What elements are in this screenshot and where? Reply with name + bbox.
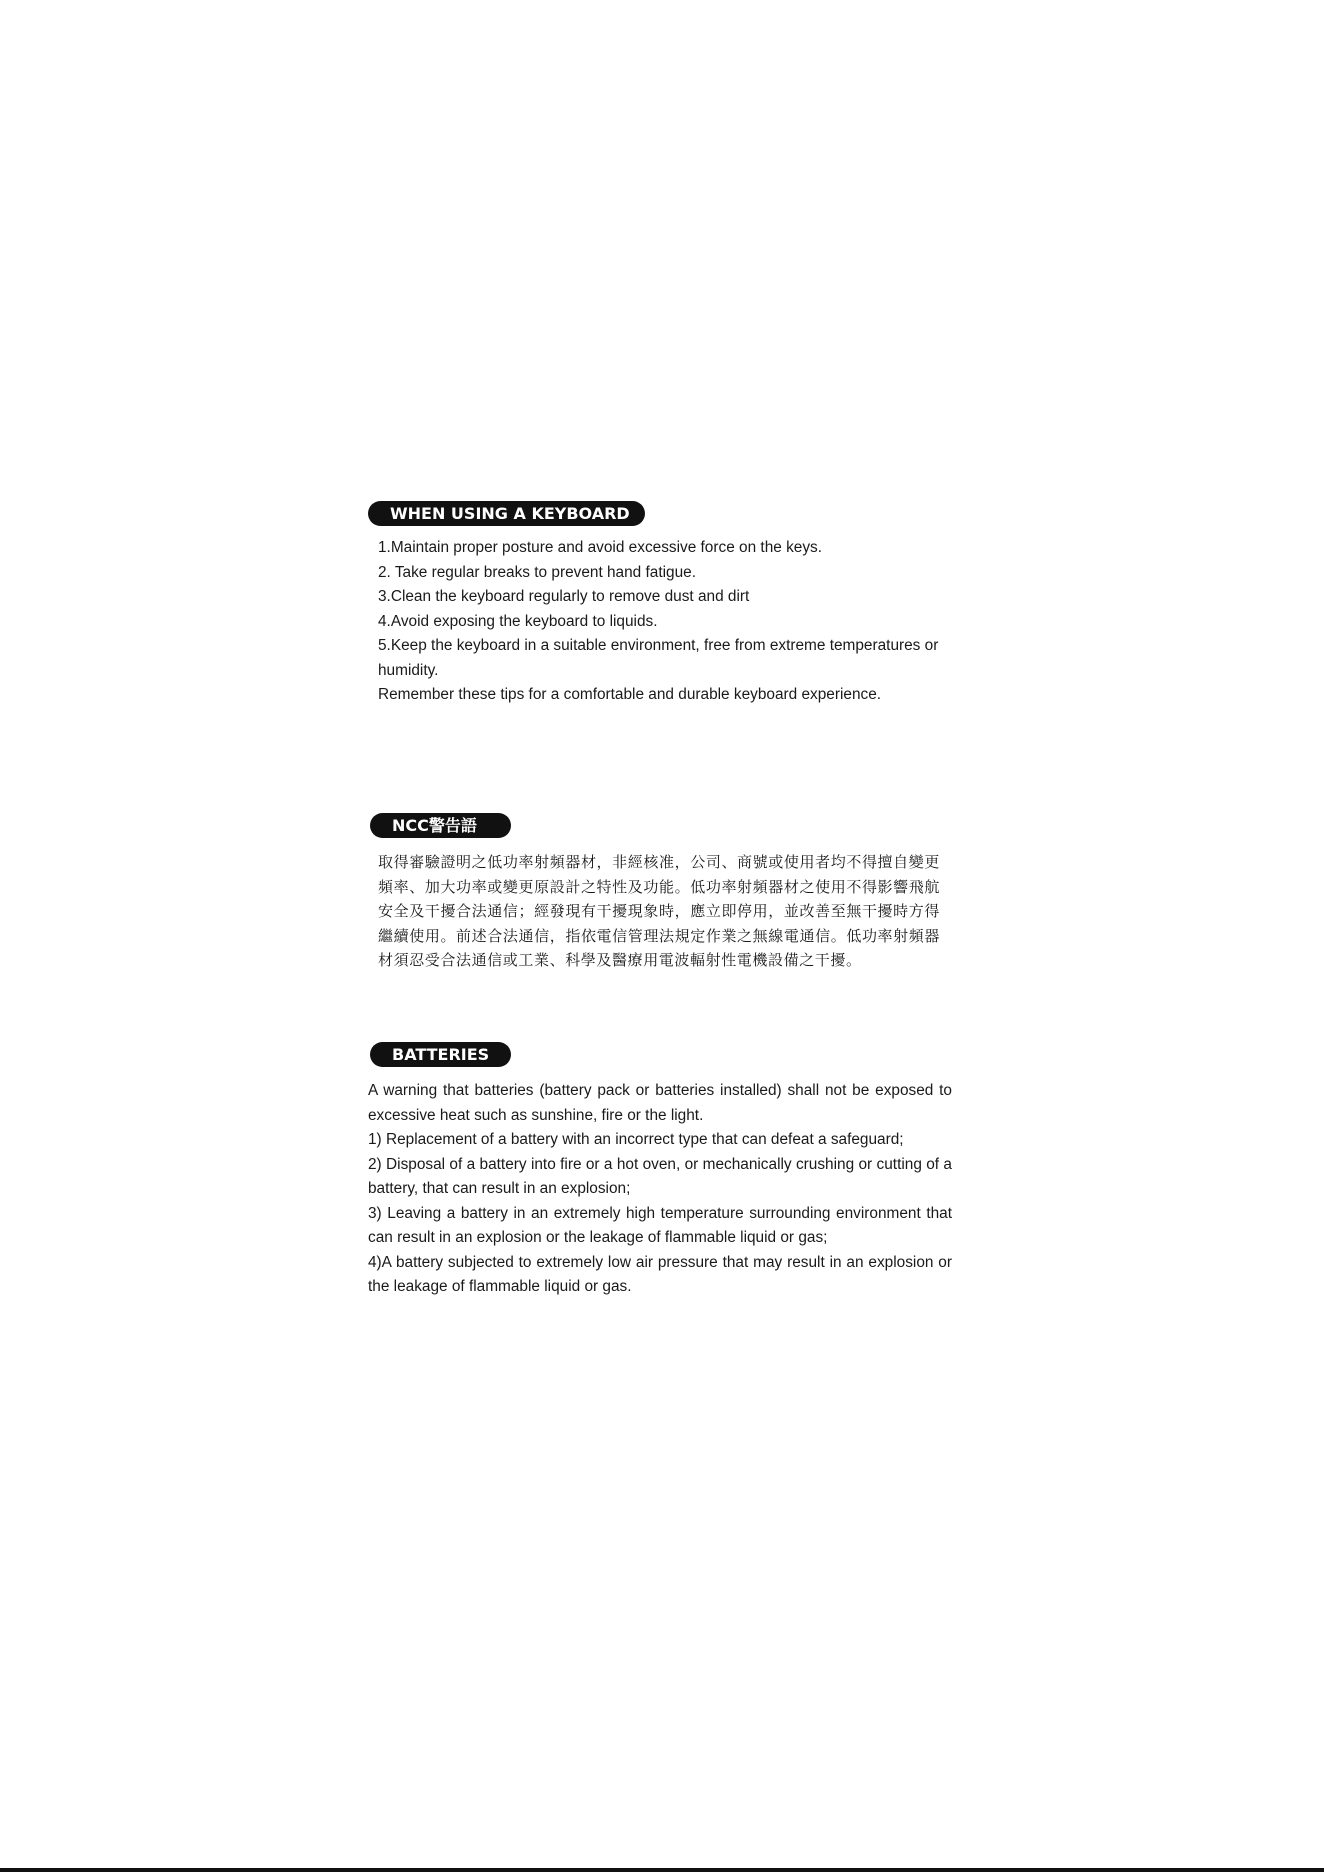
keyboard-tips-list	[368, 536, 952, 708]
keyboard-tip-5: 5.Keep the keyboard in a suitable environment, free from extreme temperatures or humidity.	[378, 637, 939, 679]
keyboard-tip-3: 3.Clean the keyboard regularly to remove dust and dirt	[378, 588, 750, 605]
batteries-intro: A warning that batteries (battery pack or batteries installed) shall not be exposed to excessive heat such as sunshine, fire or the light.	[368, 1082, 952, 1124]
keyboard-tip-4: 4.Avoid exposing the keyboard to liquids.	[378, 612, 658, 630]
batteries-item-2: 2) Disposal of a battery into fire or a hot oven, or mechanically crushing or cutting of a battery, that can result in an explosion;	[368, 1155, 952, 1197]
keyboard-heading: WHEN USING A KEYBOARD	[368, 501, 645, 526]
ncc-section	[368, 813, 952, 973]
ncc-heading: NCC警告語	[370, 813, 511, 838]
ncc-warning-text: 取得審驗證明之低功率射頻器材，非經核准，公司、商號或使用者均不得擅自變更頻率、加大功率或變更原設計之特性及功能。低功率射頻器材之使用不得影響飛航安全及干擾合法通信；經發現有干擾現象時，應立即停用，並改善至無干擾時方得繼續使用。前述合法通信，指依電信管理法規定作業之無線電通信。低功率射頻器材須忍受合法通信或工業、科學及醫療用電波輻射性電機設備之干擾。	[378, 853, 940, 969]
batteries-warning-list	[368, 1079, 952, 1300]
batteries-heading: BATTERIES	[370, 1042, 511, 1067]
batteries-item-3: 3) Leaving a battery in an extremely high temperature surrounding environment that can result in an explosion or the leakage of flammable liquid or gas;	[368, 1204, 952, 1246]
bottom-border	[0, 1868, 1324, 1872]
batteries-item-1: 1) Replacement of a battery with an incorrect type that can defeat a safeguard;	[368, 1131, 904, 1148]
keyboard-section	[368, 501, 952, 708]
keyboard-tip-2: 2. Take regular breaks to prevent hand fatigue.	[378, 563, 696, 581]
keyboard-tip-1: 1.Maintain proper posture and avoid excessive force on the keys.	[378, 539, 823, 556]
ncc-warning-text-wrap	[368, 850, 940, 973]
batteries-item-4: 4)A battery subjected to extremely low air pressure that may result in an explosion or the leakage of flammable liquid or gas.	[368, 1253, 952, 1295]
keyboard-closing-note: Remember these tips for a comfortable and durable keyboard experience.	[378, 686, 882, 703]
batteries-section	[368, 1042, 952, 1300]
